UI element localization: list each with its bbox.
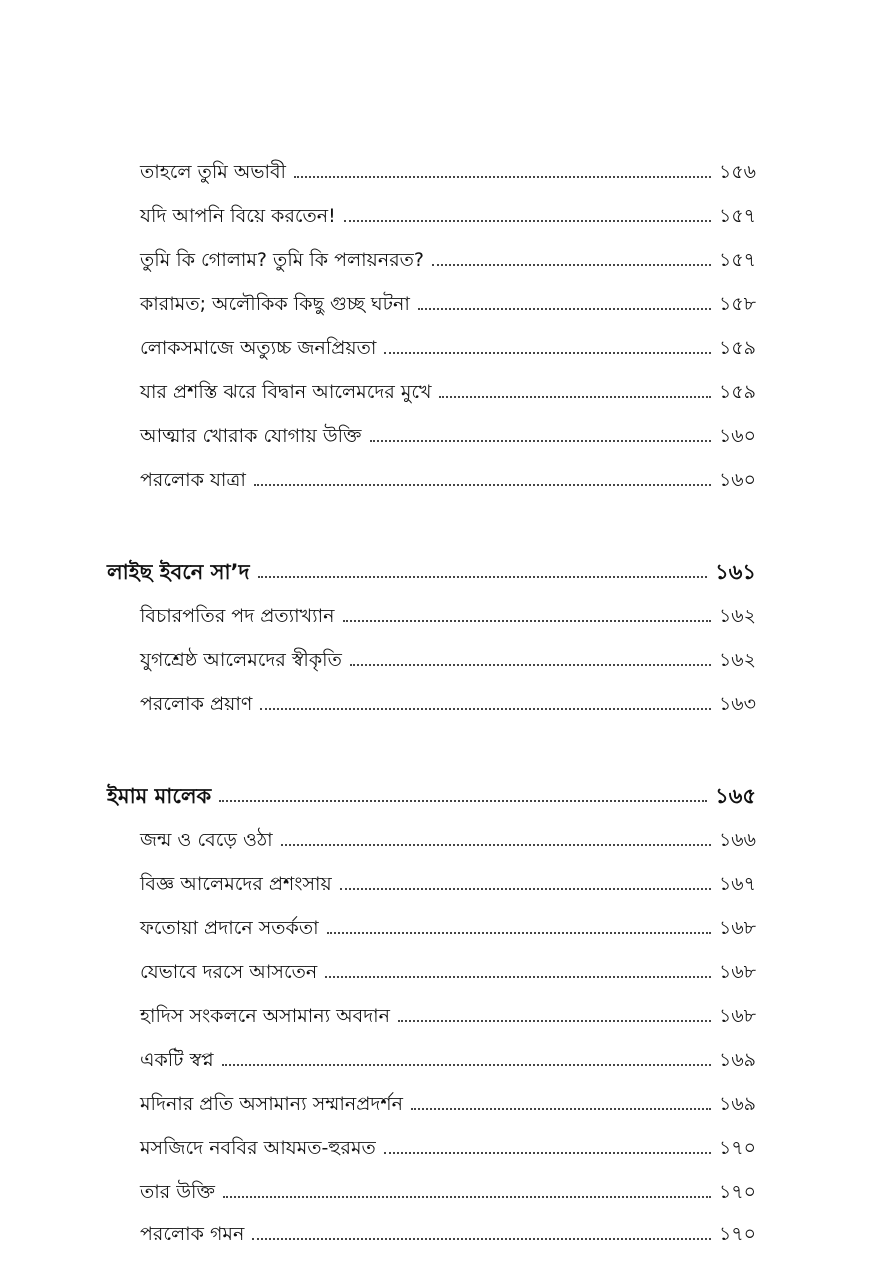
dot-leader [398, 1020, 711, 1022]
toc-entry[interactable] [0, 682, 869, 716]
toc-entry-page: ১৭০ [718, 1181, 756, 1203]
toc-entry-title: লোকসমাজে অত্যুচ্চ জনপ্রিয়তা [140, 337, 377, 359]
toc-entry[interactable] [0, 458, 869, 492]
toc-entry-page: ১৭০ [718, 1137, 756, 1159]
toc-entry[interactable] [0, 414, 869, 448]
dot-leader [439, 396, 711, 398]
dot-leader [294, 176, 711, 178]
toc-entry-page: ১৫৭ [718, 205, 756, 227]
toc-entry[interactable] [0, 194, 869, 228]
toc-entry-title: পরলোক গমন [140, 1223, 245, 1245]
dot-leader [384, 352, 711, 354]
dot-leader [343, 620, 711, 622]
toc-entry[interactable] [0, 1212, 869, 1246]
toc-entry-title: হাদিস সংকলনে অসামান্য অবদান [140, 1005, 391, 1027]
dot-leader [222, 1064, 711, 1066]
toc-chapter-heading[interactable] [0, 774, 869, 808]
toc-entry-page: ১৬৮ [718, 1005, 756, 1027]
toc-entry[interactable] [0, 1126, 869, 1160]
toc-chapter-page: ১৬১ [715, 560, 756, 584]
toc-entry-title: বিচারপতির পদ প্রত্যাখ্যান [140, 605, 335, 627]
toc-entry[interactable] [0, 326, 869, 360]
toc-entry-page: ১৬৩ [718, 693, 756, 715]
dot-leader [350, 664, 711, 666]
toc-entry-page: ১৬৮ [718, 917, 756, 939]
toc-entry-page: ১৬৬ [718, 829, 756, 851]
dot-leader [340, 888, 711, 890]
dot-leader [281, 844, 711, 846]
dot-leader [418, 308, 711, 310]
toc-entry[interactable] [0, 1170, 869, 1204]
toc-entry-page: ১৬০ [718, 469, 756, 491]
toc-entry[interactable] [0, 150, 869, 184]
toc-entry-page: ১৬৮ [718, 961, 756, 983]
dot-leader [252, 1238, 711, 1240]
toc-entry-title: বিজ্ঞ আলেমদের প্রশংসায় [140, 873, 332, 895]
toc-entry-title: ফতোয়া প্রদানে সতর্কতা [140, 917, 319, 939]
toc-entry-title: তার উক্তি [140, 1181, 215, 1203]
toc-entry-page: ১৫৬ [718, 161, 756, 183]
toc-entry-page: ১৬৭ [718, 873, 756, 895]
dot-leader [327, 932, 711, 934]
toc-entry-page: ১৬৯ [718, 1093, 756, 1115]
toc-entry-page: ১৭০ [718, 1223, 756, 1245]
toc-entry[interactable] [0, 950, 869, 984]
toc-entry[interactable] [0, 282, 869, 316]
toc-chapter-heading[interactable] [0, 550, 869, 584]
toc-entry-title: যদি আপনি বিয়ে করতেন! [140, 205, 336, 227]
toc-entry-title: মসজিদে নববির আযমত-হুরমত [140, 1137, 376, 1159]
toc-entry[interactable] [0, 818, 869, 852]
dot-leader [370, 440, 711, 442]
toc-entry-title: পরলোক প্রয়াণ [140, 693, 253, 715]
dot-leader [432, 264, 711, 266]
toc-entry-page: ১৫৯ [719, 337, 756, 359]
toc-entry-title: কারামত; অলৌকিক কিছু গুচ্ছ ঘটনা [140, 293, 410, 315]
toc-entry[interactable] [0, 994, 869, 1028]
dot-leader [254, 484, 711, 486]
dot-leader [223, 1196, 711, 1198]
toc-entry-title: পরলোক যাত্রা [140, 469, 246, 491]
toc-entry-page: ১৬০ [718, 425, 756, 447]
toc-entry-title: তাহলে তুমি অভাবী [140, 161, 286, 183]
toc-entry-page: ১৫৭ [718, 249, 756, 271]
toc-entry-title: আত্মার খোরাক যোগায় উক্তি [140, 425, 362, 447]
toc-entry[interactable] [0, 862, 869, 896]
dot-leader [384, 1152, 711, 1154]
toc-entry-title: যুগশ্রেষ্ঠ আলেমদের স্বীকৃতি [140, 649, 342, 671]
toc-entry[interactable] [0, 638, 869, 672]
toc-entry-page: ১৬২ [718, 649, 756, 671]
toc-entry-page: ১৬২ [718, 605, 756, 627]
toc-entry-title: যেভাবে দরসে আসতেন [140, 961, 318, 983]
dot-leader [325, 976, 711, 978]
toc-entry-page: ১৫৯ [719, 381, 756, 403]
toc-chapter-page: ১৬৫ [715, 784, 756, 808]
toc-chapter-title: ইমাম মালেক [107, 784, 212, 808]
toc-entry[interactable] [0, 594, 869, 628]
toc-entry-title: মদিনার প্রতি অসামান্য সম্মানপ্রদর্শন [140, 1093, 403, 1115]
dot-leader [260, 708, 711, 710]
dot-leader [411, 1108, 711, 1110]
toc-entry-title: যার প্রশস্তি ঝরে বিদ্বান আলেমদের মুখে [140, 381, 432, 403]
toc-entry[interactable] [0, 906, 869, 940]
dot-leader [258, 576, 708, 578]
toc-entry[interactable] [0, 1082, 869, 1116]
toc-entry-title: একটি স্বপ্ন [140, 1049, 214, 1071]
dot-leader [219, 800, 707, 802]
toc-entry-title: জন্ম ও বেড়ে ওঠা [140, 829, 273, 851]
toc-entry-page: ১৬৯ [718, 1049, 756, 1071]
toc-entry[interactable] [0, 238, 869, 272]
toc-entry[interactable] [0, 370, 869, 404]
toc-chapter-title: লাইছ ইবনে সা’দ [107, 560, 250, 584]
toc-entry-page: ১৫৮ [719, 293, 756, 315]
dot-leader [344, 220, 711, 222]
toc-entry[interactable] [0, 1038, 869, 1072]
toc-entry-title: তুমি কি গোলাম? তুমি কি পলায়নরত? [140, 249, 424, 271]
